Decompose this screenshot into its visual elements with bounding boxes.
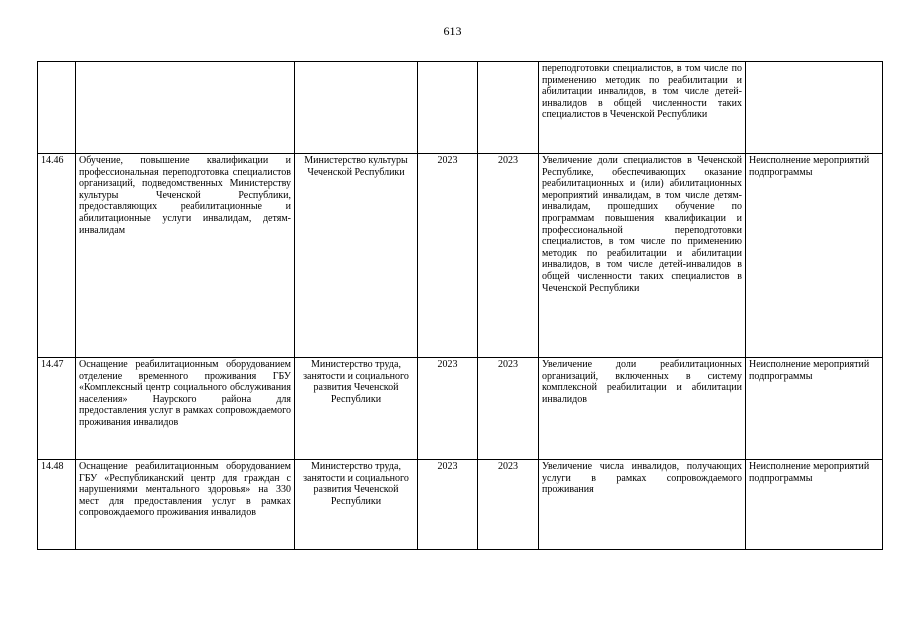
indicator-cell: Увеличение числа инвалидов, получающих услуги в рамках сопровождаемого проживания	[539, 460, 746, 550]
year-start-cell: 2023	[418, 154, 478, 358]
year-start-cell: 2023	[418, 460, 478, 550]
executor-cell: Министерство труда, занятости и социального развития Чеченской Республики	[295, 460, 418, 550]
activity-cell: Оснащение реабилитационным оборудованием ГБУ «Республиканский центр для граждан с нарушениями ментального здоровья» на 330 мест для предоставления услуг в рамках сопровождаемого проживания инвалидов	[76, 460, 295, 550]
executor-cell	[295, 62, 418, 154]
executor-cell: Министерство культуры Чеченской Республики	[295, 154, 418, 358]
year-end-cell	[478, 62, 539, 154]
indicator-cell: переподготовки специалистов, в том числе по применению методик по реабилитации и абилитации инвалидов, в том числе детей-инвалидов в общей численности таких специалистов в Чеченской Республики	[539, 62, 746, 154]
table-row	[38, 358, 883, 460]
risk-cell: Неисполнение мероприятий подпрограммы	[746, 358, 883, 460]
page-number: 613	[443, 24, 462, 38]
table-row	[38, 62, 883, 154]
activity-cell: Обучение, повышение квалификации и профессиональная переподготовка специалистов организаций, подведомственных Министерству культуры Чеченской Республики, предоставляющих реабилитационные и абилитационные услуги инвалидам, детям-инвалидам	[76, 154, 295, 358]
row-number: 14.47	[38, 358, 76, 460]
indicator-cell: Увеличение доли специалистов в Чеченской Республике, обеспечивающих оказание реабилитационных и (или) абилитационных мероприятий инвалидам, в том числе детям-инвалидам, прошедших обучение по программам повышения квалификации и профессиональной переподготовки специалистов, в том числе по применению методик по реабилитации и абилитации инвалидов, в том числе детей-инвалидов в общей численности таких специалистов в Чеченской Республики	[539, 154, 746, 358]
year-start-cell: 2023	[418, 358, 478, 460]
executor-cell: Министерство труда, занятости и социального развития Чеченской Республики	[295, 358, 418, 460]
year-end-cell: 2023	[478, 460, 539, 550]
risk-cell	[746, 62, 883, 154]
year-end-cell: 2023	[478, 154, 539, 358]
row-number: 14.48	[38, 460, 76, 550]
activity-cell	[76, 62, 295, 154]
program-activities-table	[37, 61, 883, 550]
risk-cell: Неисполнение мероприятий подпрограммы	[746, 154, 883, 358]
year-start-cell	[418, 62, 478, 154]
row-number: 14.46	[38, 154, 76, 358]
table-row	[38, 154, 883, 358]
indicator-cell: Увеличение доли реабилитационных организаций, включенных в систему комплексной реабилитации и абилитации инвалидов	[539, 358, 746, 460]
activity-cell: Оснащение реабилитационным оборудованием отделение временного проживания ГБУ «Комплексный центр социального обслуживания населения» Наурского района для предоставления услуг в рамках сопровождаемого проживания инвалидов	[76, 358, 295, 460]
year-end-cell: 2023	[478, 358, 539, 460]
table-row	[38, 460, 883, 550]
row-number	[38, 62, 76, 154]
risk-cell: Неисполнение мероприятий подпрограммы	[746, 460, 883, 550]
